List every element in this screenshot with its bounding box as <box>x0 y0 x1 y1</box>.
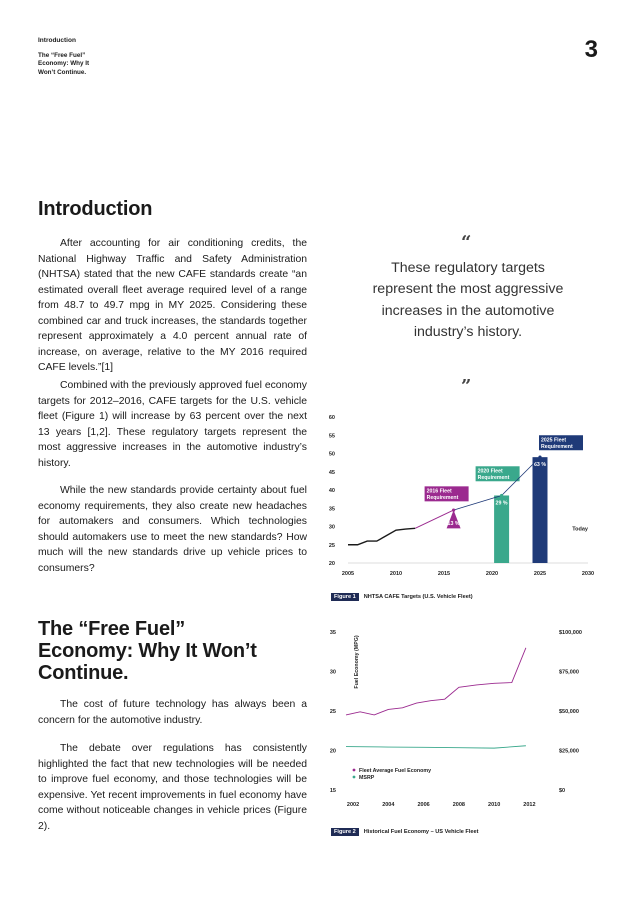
figure-2-title: Historical Fuel Economy – US Vehicle Fleet <box>363 829 479 835</box>
y-tick-label: 25 <box>328 542 335 549</box>
section2-paragraph: The cost of future technology has always been a concern for the automotive industry. <box>38 699 307 726</box>
msrp-line <box>346 746 526 748</box>
intro-paragraph: Combined with the previously approved fuel economy targets for 2012–2016, CAFE targets for the U.S. vehicle fleet (Figure 1) will increase by 63 percent over the next 13 years [1,2]. These regulatory targets represent the most aggressive increases in the automotive industry’s history. <box>38 380 307 469</box>
y-axis-label: Fuel Economy (MPG) <box>354 635 360 689</box>
target-point <box>500 494 503 497</box>
bar-pct-label: 63 % <box>533 462 547 469</box>
x-tick-label: 2030 <box>581 571 595 577</box>
legend-dot-msrp <box>353 776 356 779</box>
today-label: Today <box>572 526 588 533</box>
y-tick-label: 15 <box>329 788 336 794</box>
bar-pct-label: 29 % <box>495 500 508 507</box>
y-tick-label: 40 <box>328 488 335 494</box>
y-tick-label: 20 <box>328 561 335 567</box>
y-tick-label: 30 <box>328 524 335 531</box>
historical-fuel-economy-chart <box>318 622 604 822</box>
bar-pct-label: 13 % <box>447 521 460 528</box>
intro-body-3 <box>38 483 307 576</box>
x-tick-label: 2025 <box>533 571 547 577</box>
bar-requirement-label: 2020 Fleet <box>477 468 503 475</box>
y2-tick-label: $25,000 <box>559 748 579 755</box>
fuel-economy-line <box>346 648 526 715</box>
x-tick-label: 2020 <box>485 571 499 577</box>
intro-paragraph: After accounting for air conditioning credits, the National Highway Traffic and Safety Administration (NHTSA) stated that the new CAFE standards create “an estimated overall fleet average required level of a range from 48.7 to 49.7 mpg in MY 2025. Considering these combined car and truck increases, the standards together represent approximately a 4.0 percent annual rate of increase, on average, relative to the MY 2016 required CAFE levels.”[1] <box>38 238 307 373</box>
quote-close-mark: ” <box>461 376 472 397</box>
pullquote-text: These regulatory targets represent the most aggressive increases in the automotive industry’s history. <box>372 260 564 340</box>
x-tick-label: 2006 <box>417 802 430 808</box>
bar-requirement-label: 2016 Fleet <box>426 488 452 495</box>
section2-paragraph: The debate over regulations has consistently highlighted the fact that new technologies will be needed to improve fuel economy, and those technologies will be expensive. Yet recent improvements in fuel economy have come without noticeable changes in vehicle prices (Figure 2). <box>38 743 307 832</box>
x-tick-label: 2005 <box>341 571 355 577</box>
legend-dot-fuel-economy <box>353 769 356 772</box>
figure-1-caption <box>331 593 473 601</box>
x-tick-label: 2015 <box>437 571 451 577</box>
y2-tick-label: $50,000 <box>559 709 579 715</box>
y2-tick-label: $75,000 <box>559 669 579 676</box>
page-number: 3 <box>584 36 598 63</box>
target-point <box>452 508 455 511</box>
y-tick-label: 35 <box>329 630 336 636</box>
y-tick-label: 60 <box>328 415 335 421</box>
bar-requirement-label-line2: Requirement <box>477 474 510 481</box>
figure-1-title: NHTSA CAFE Targets (U.S. Vehicle Fleet) <box>363 594 473 600</box>
section2-body-2 <box>38 741 307 834</box>
y-tick-label: 35 <box>328 506 335 513</box>
y-tick-label: 20 <box>329 748 336 755</box>
bar-requirement-label-line2: Requirement <box>541 443 573 450</box>
header-section-label: Introduction <box>38 37 76 44</box>
bar-requirement-label: 2025 Fleet <box>541 437 567 444</box>
legend-msrp: MSRP <box>359 775 375 781</box>
section2-heading: The “Free Fuel” Economy: Why It Won’t Continue. <box>38 618 257 684</box>
header-chapter-label: The “Free Fuel” Economy: Why It Won’t Continue. <box>38 52 90 76</box>
y-tick-label: 30 <box>329 669 336 676</box>
section2-body <box>38 697 307 728</box>
y-tick-label: 25 <box>329 709 336 715</box>
y2-tick-label: $0 <box>559 788 566 794</box>
history-line <box>348 528 415 544</box>
figure-2-caption <box>331 828 478 836</box>
quote-open-mark: “ <box>461 232 472 253</box>
target-point <box>538 456 541 459</box>
cafe-targets-chart <box>318 405 604 585</box>
y2-tick-label: $100,000 <box>559 630 582 636</box>
legend-fuel-economy: Fleet Average Fuel Economy <box>359 768 432 774</box>
intro-body-2 <box>38 378 307 471</box>
x-tick-label: 2010 <box>488 802 501 808</box>
intro-heading: Introduction <box>38 198 153 220</box>
x-tick-label: 2004 <box>382 802 395 808</box>
y-tick-label: 50 <box>328 451 335 458</box>
x-tick-label: 2010 <box>389 571 403 577</box>
bar-requirement-label-line2: Requirement <box>426 494 459 501</box>
intro-body <box>38 236 307 376</box>
x-tick-label: 2008 <box>452 802 465 808</box>
y-tick-label: 55 <box>328 433 335 440</box>
target-bar-2025 <box>533 457 548 563</box>
figure-2-tag: Figure 2 <box>331 828 359 836</box>
x-tick-label: 2012 <box>523 802 536 808</box>
x-tick-label: 2002 <box>346 802 360 808</box>
intro-paragraph: While the new standards provide certainty about fuel economy requirements, they also create new headaches for automakers and consumers. Which technologies should automakers use to meet the new standards? How much will the new standards drive up vehicle prices to consumers? <box>38 485 307 574</box>
y-tick-label: 45 <box>328 469 335 476</box>
figure-1-tag: Figure 1 <box>331 593 359 601</box>
